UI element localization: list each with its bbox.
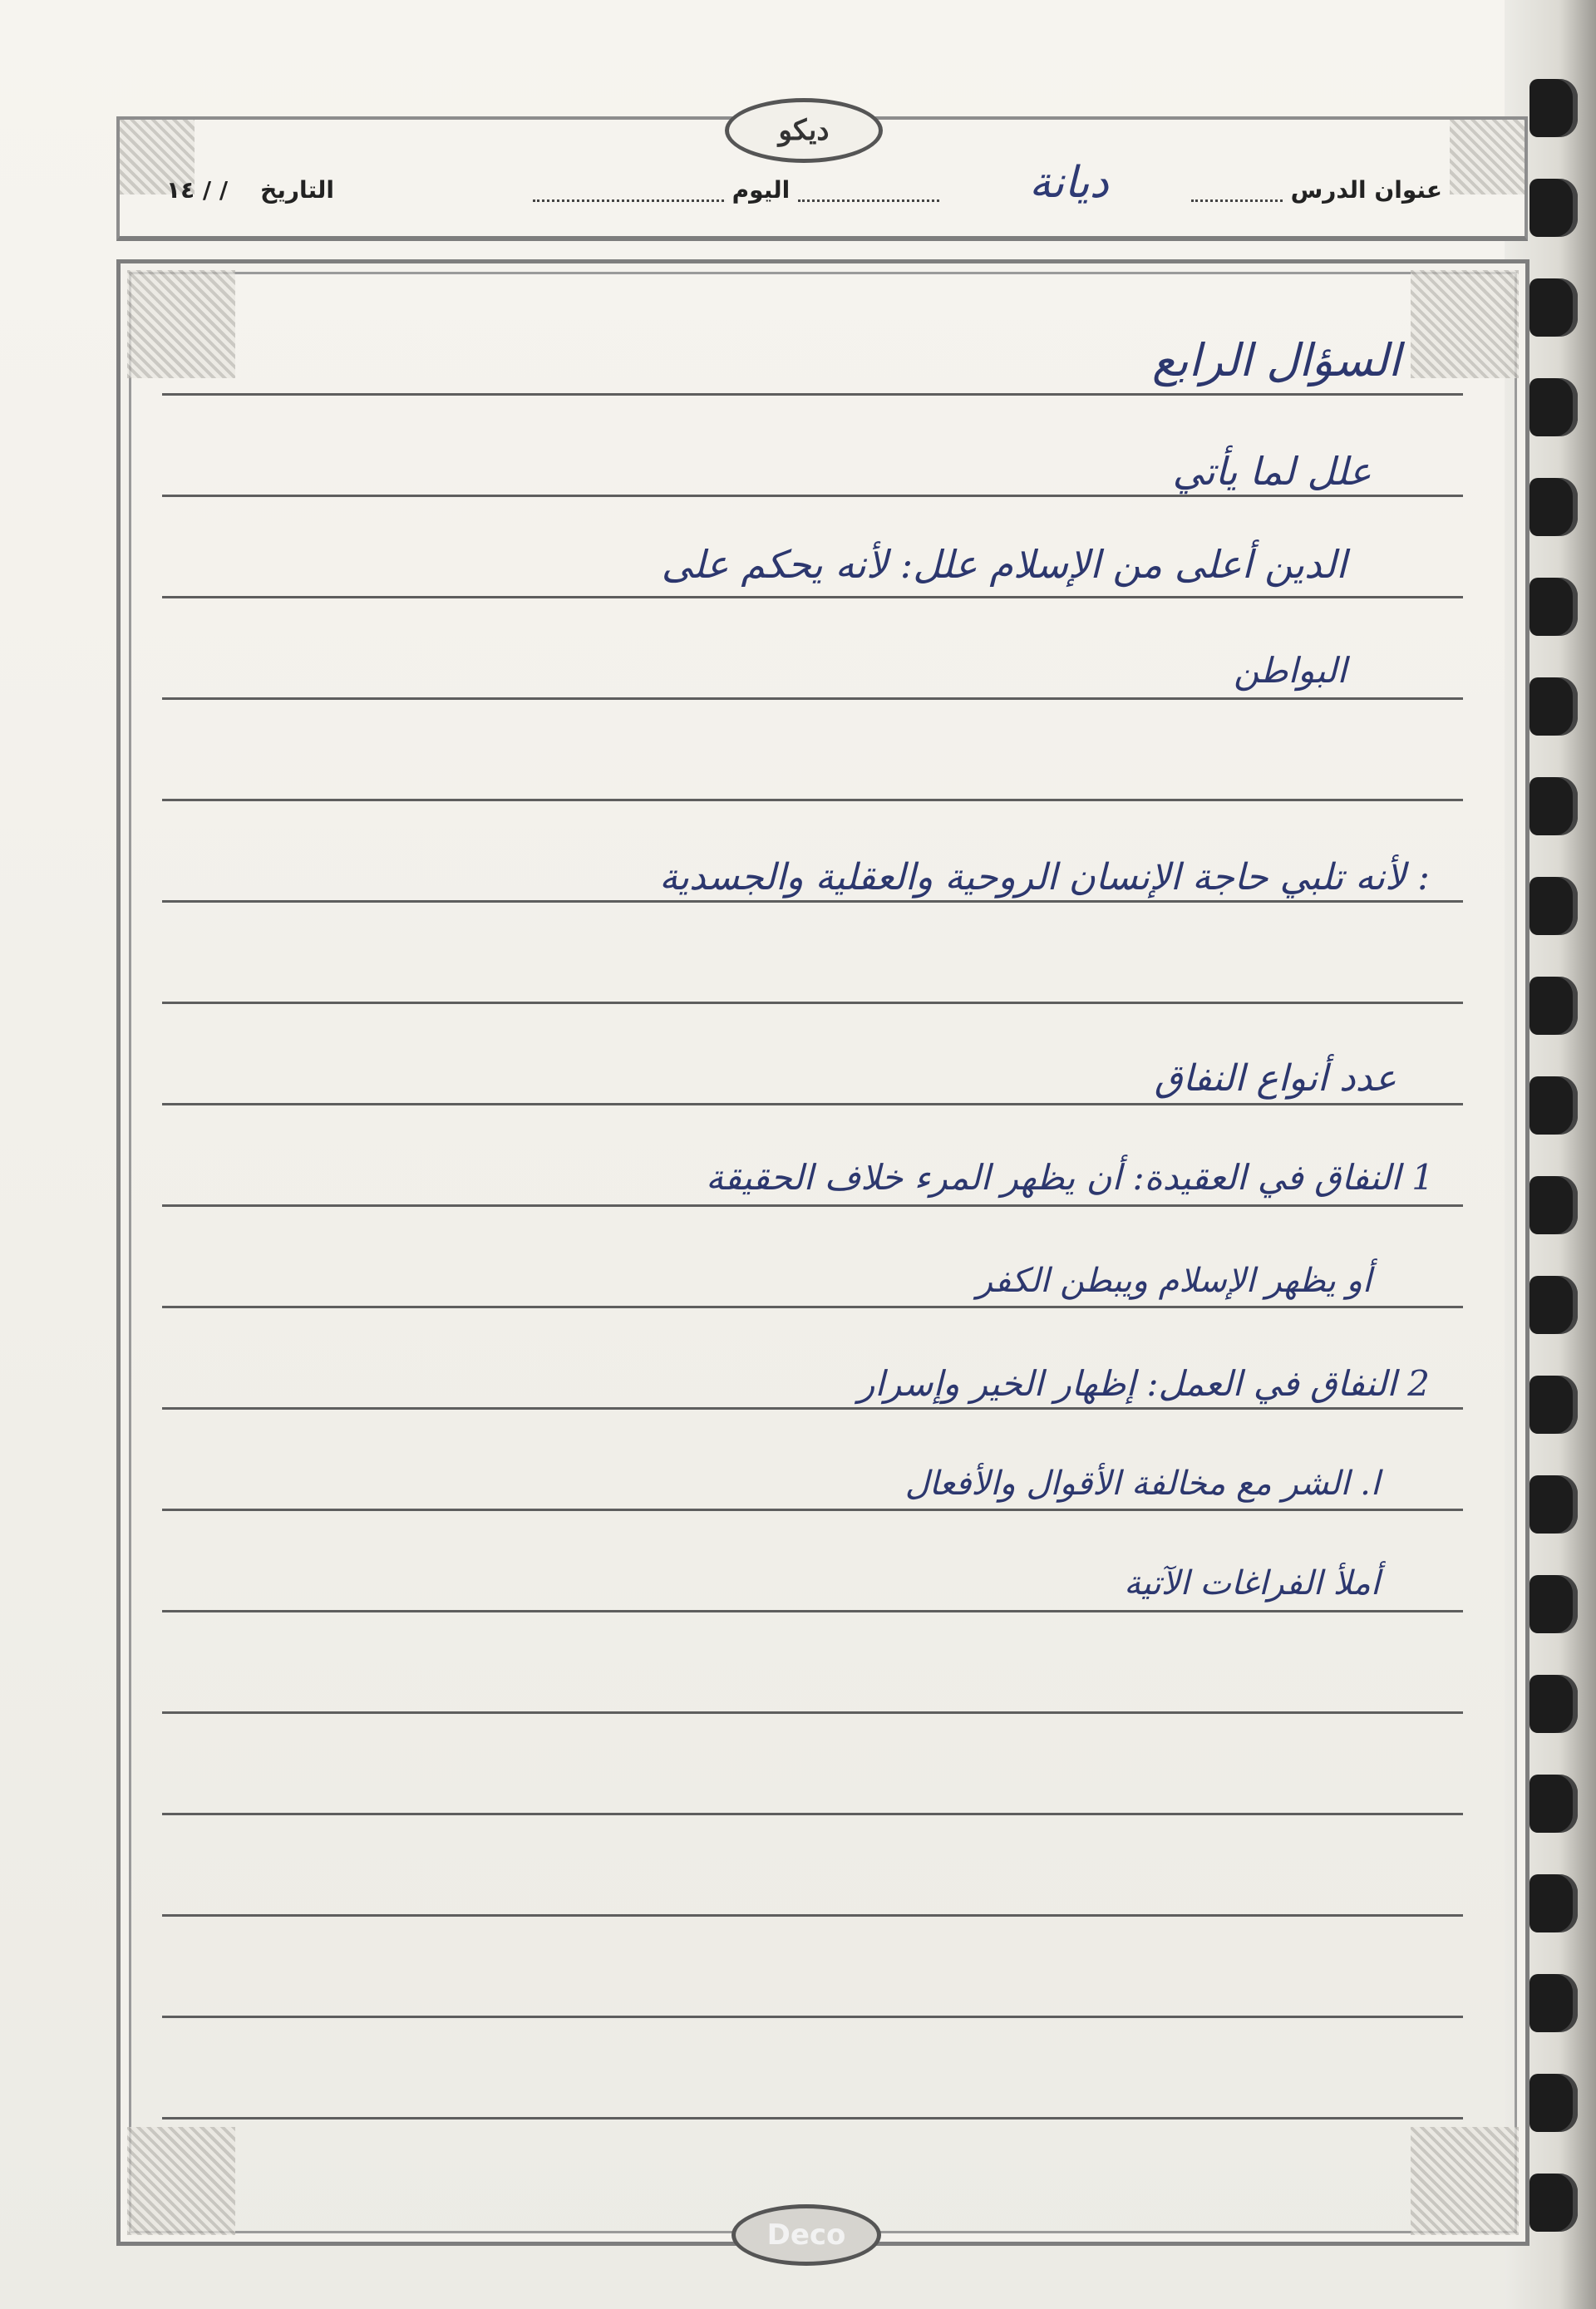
binding-ring [1530, 1176, 1578, 1234]
binding-ring [1530, 1376, 1578, 1434]
binding-ring [1530, 977, 1578, 1035]
handwritten-text: السؤال الرابع [1152, 334, 1401, 386]
ruled-line [162, 2016, 1463, 2018]
dotted-line [798, 181, 939, 202]
handwritten-line [1152, 334, 1401, 386]
handwritten-text: علل لما يأتي [1172, 449, 1372, 494]
handwritten-line [659, 856, 1430, 898]
handwritten-line [977, 1262, 1372, 1300]
binding-ring [1530, 1076, 1578, 1135]
ruled-line [162, 1914, 1463, 1917]
day-label [533, 176, 939, 204]
binding-ring [1530, 278, 1578, 337]
dotted-line [1191, 181, 1283, 202]
day-label-text: اليوم [732, 176, 791, 204]
binding-ring [1530, 877, 1578, 935]
handwritten-text: 2 النفاق في العمل: إظهار الخير وإسرار [858, 1363, 1430, 1404]
binding-ring [1530, 1974, 1578, 2032]
binding-ring [1530, 677, 1578, 736]
binding-ring [1530, 378, 1578, 436]
binding-ring [1530, 478, 1578, 536]
ruled-line [162, 495, 1463, 497]
date-field [166, 176, 334, 204]
handwritten-text: أو يظهر الإسلام ويبطن الكفر [976, 1262, 1372, 1300]
binding-ring [1530, 578, 1578, 636]
ruled-line [162, 1509, 1463, 1511]
handwritten-line [1234, 650, 1347, 691]
lesson-title-value: ديانة [1029, 158, 1109, 208]
ornament-corner [127, 270, 235, 378]
ruled-line [162, 1407, 1463, 1410]
date-value: / / ١٤ [166, 176, 229, 204]
binding-ring [1530, 1475, 1578, 1534]
date-label: التاريخ [260, 176, 335, 204]
ruled-line [162, 596, 1463, 598]
ruled-line [162, 1610, 1463, 1612]
ornament-corner [1411, 270, 1519, 378]
handwritten-text: : لأنه تلبي حاجة الإنسان الروحية والعقلية والجسدية [659, 856, 1430, 898]
handwritten-line [662, 542, 1347, 587]
handwritten-line [706, 1157, 1434, 1198]
dotted-line [533, 181, 724, 202]
ruled-line [162, 1103, 1463, 1105]
ruled-line [162, 697, 1463, 700]
handwritten-line [1173, 449, 1372, 494]
lesson-title-label [1191, 176, 1442, 204]
brand-logo [725, 98, 883, 163]
binding-ring [1530, 777, 1578, 835]
binding-ring [1530, 2074, 1578, 2132]
ruled-line [162, 1711, 1463, 1714]
binding-ring [1530, 2174, 1578, 2232]
handwritten-line [858, 1363, 1430, 1404]
binding-ring [1530, 179, 1578, 237]
ornament-corner [127, 2127, 235, 2235]
binding-ring [1530, 1775, 1578, 1833]
ruled-line [162, 799, 1463, 801]
ruled-line [162, 1813, 1463, 1815]
handwritten-text: 1 النفاق في العقيدة: أن يظهر المرء خلاف الحقيقة [706, 1157, 1434, 1198]
ornament-corner [1450, 120, 1525, 194]
handwritten-line [1155, 1057, 1396, 1100]
brand-logo-bottom-text: Deco [766, 2218, 846, 2252]
binding-ring [1530, 1575, 1578, 1633]
ruled-line [162, 1002, 1463, 1004]
handwritten-text: عدد أنواع النفاق [1154, 1057, 1396, 1100]
handwritten-text: ا. الشر مع مخالفة الأقوال والأفعال [904, 1465, 1380, 1503]
binding-ring [1530, 1675, 1578, 1733]
binding-ring [1530, 1874, 1578, 1932]
binding-ring [1530, 1276, 1578, 1334]
binding-ring [1530, 79, 1578, 137]
handwritten-text: الدين أعلى من الإسلام علل: لأنه يحكم على [661, 542, 1347, 587]
ornament-corner [1411, 2127, 1519, 2235]
brand-logo-bottom [732, 2204, 881, 2266]
handwritten-text: البواطن [1234, 650, 1347, 691]
ruled-line [162, 900, 1463, 903]
handwritten-text: أملأ الفراغات الآتية [1124, 1564, 1380, 1603]
ruled-line [162, 1306, 1463, 1308]
lesson-title-label-text: عنوان الدرس [1290, 176, 1442, 204]
handwritten-line [1124, 1564, 1380, 1603]
ruled-line [162, 393, 1463, 396]
handwritten-line [905, 1465, 1380, 1503]
ruled-line [162, 1204, 1463, 1207]
brand-logo-text: ديكو [778, 114, 830, 147]
ruled-line [162, 2117, 1463, 2119]
